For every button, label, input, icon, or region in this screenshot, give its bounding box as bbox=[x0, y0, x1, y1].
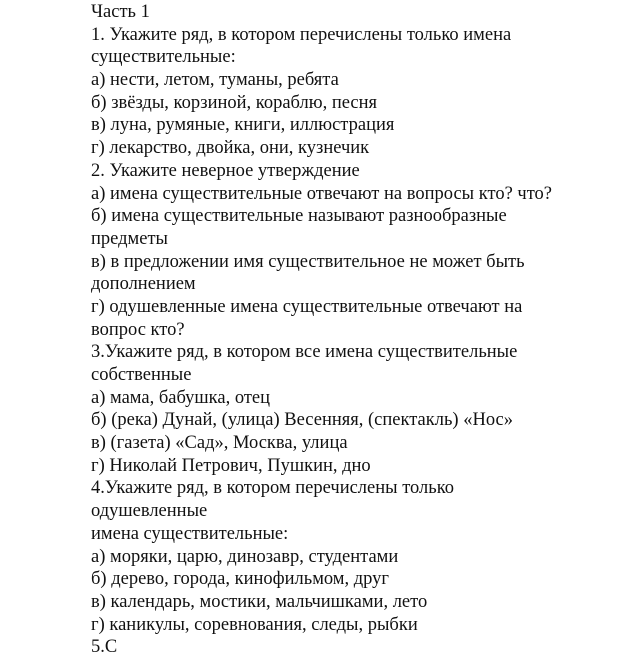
question-1-option-d: г) лекарство, двойка, они, кузнечик bbox=[91, 138, 370, 159]
question-2-option-d: г) одушевленные имена существительные отвечают на bbox=[91, 296, 523, 317]
question-3-option-a: а) мама, бабушка, отец bbox=[91, 387, 271, 408]
question-1-option-b: б) звёзды, корзиной, кораблю, песня bbox=[91, 92, 378, 113]
question-3-text: 3.Укажите ряд, в котором все имена существительные bbox=[91, 342, 518, 363]
question-2-option-c-cont: дополнением bbox=[91, 274, 196, 295]
question-4-text: 4.Укажите ряд, в котором перечислены только bbox=[91, 478, 455, 499]
question-3-option-c: в) (газета) «Сад», Москва, улица bbox=[91, 433, 348, 454]
question-4-option-d: г) каникулы, соревнования, следы, рыбки bbox=[91, 614, 418, 635]
question-4-option-c: в) календарь, мостики, мальчишками, лето bbox=[91, 591, 428, 612]
question-4-text-cont-2: имена существительные: bbox=[91, 523, 289, 544]
question-2-option-b-cont: предметы bbox=[91, 228, 168, 249]
question-4-option-a: а) моряки, царю, динозавр, студентами bbox=[91, 546, 399, 567]
question-2-option-b: б) имена существительные называют разнообразные bbox=[91, 206, 507, 227]
question-4-text-cont: одушевленные bbox=[91, 501, 208, 522]
question-1-text: 1. Укажите ряд, в котором перечислены только имена bbox=[91, 24, 512, 45]
question-1-option-a: а) нести, летом, туманы, ребята bbox=[91, 70, 339, 91]
question-3-option-b: б) (река) Дунай, (улица) Весенняя, (спектакль) «Нос» bbox=[91, 410, 513, 431]
question-5-text-partial: 5.С bbox=[91, 637, 118, 658]
question-1-text-cont: существительные: bbox=[91, 47, 236, 68]
question-3-text-cont: собственные bbox=[91, 365, 192, 385]
question-4-option-b: б) дерево, города, кинофильмом, друг bbox=[91, 569, 390, 590]
question-2-text: 2. Укажите неверное утверждение bbox=[91, 160, 360, 181]
question-1-option-c: в) луна, румяные, книги, иллюстрация bbox=[91, 115, 395, 136]
question-2-option-d-cont: вопрос кто? bbox=[91, 319, 185, 340]
question-2-option-a: а) имена существительные отвечают на вопросы кто? что? bbox=[91, 183, 553, 204]
question-3-option-d: г) Николай Петрович, Пушкин, дно bbox=[91, 455, 371, 476]
section-heading: Часть 1 bbox=[91, 2, 150, 22]
question-2-option-c: в) в предложении имя существительное не может быть bbox=[91, 251, 525, 272]
document-text bbox=[91, 1, 631, 659]
